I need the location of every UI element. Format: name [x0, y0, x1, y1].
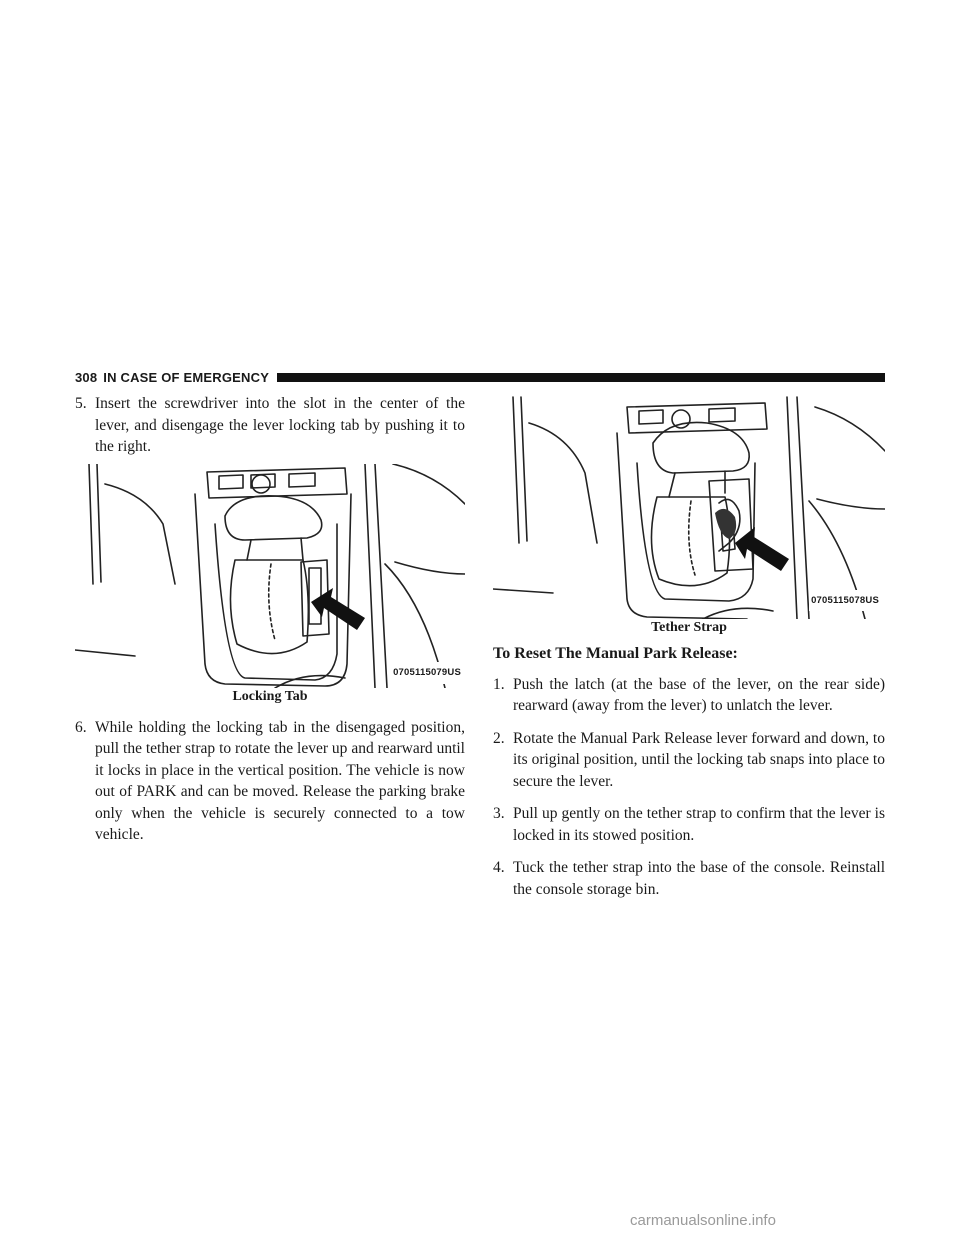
subheading: To Reset The Manual Park Release: [493, 645, 738, 662]
reset-step-4 [493, 857, 885, 900]
console-tether-illustration [493, 393, 885, 619]
header-rule [277, 373, 885, 382]
step-text: While holding the locking tab in the disengaged position, pull the tether strap to rotate the lever up and rearward until it locks in place in the vertical position. The vehicle is now out of PARK and can be moved. Release the parking brake only when the vehicle is securely connected to a tow vehicle. [95, 718, 465, 843]
step-number: 6. [75, 718, 87, 736]
section-title: IN CASE OF EMERGENCY [103, 369, 270, 385]
watermark: carmanualsonline.info [630, 1212, 776, 1229]
console-shifter-illustration [75, 464, 465, 688]
step-text: Tuck the tether strap into the base of the console. Reinstall the console storage bin. [513, 859, 885, 898]
reset-step-1 [493, 674, 885, 717]
right-column [493, 393, 885, 900]
reset-step-2 [493, 728, 885, 793]
step-text: Rotate the Manual Park Release lever forward and down, to its original position, until the locking tab snaps into place to secure the lever. [513, 729, 885, 790]
page-number: 308 [75, 369, 98, 385]
step-number: 5. [75, 395, 87, 412]
step-number: 1. [493, 675, 505, 693]
pointer-arrow-icon [735, 527, 789, 571]
figure-code: 0705115078US [809, 590, 881, 612]
figure-caption: Tether Strap [651, 620, 727, 635]
step-text: Insert the screwdriver into the slot in the center of the lever, and disengage the lever locking tab by pushing it to the right. [95, 395, 465, 455]
step-number: 2. [493, 729, 505, 747]
tether-strap-figure [493, 393, 885, 619]
step-text: Pull up gently on the tether strap to confirm that the lever is locked in its stowed position. [513, 805, 885, 844]
reset-step-3 [493, 803, 885, 846]
left-column [75, 393, 465, 846]
page-header [75, 367, 885, 387]
locking-tab-figure [75, 464, 465, 688]
figure-caption: Locking Tab [232, 688, 308, 704]
step-number: 4. [493, 859, 505, 876]
step-5 [75, 393, 465, 458]
step-6 [75, 717, 465, 846]
step-text: Push the latch (at the base of the lever, on the rear side) rearward (away from the lever) to unlatch the lever. [513, 675, 885, 714]
figure-code: 0705115079US [391, 662, 463, 684]
step-number: 3. [493, 805, 505, 822]
